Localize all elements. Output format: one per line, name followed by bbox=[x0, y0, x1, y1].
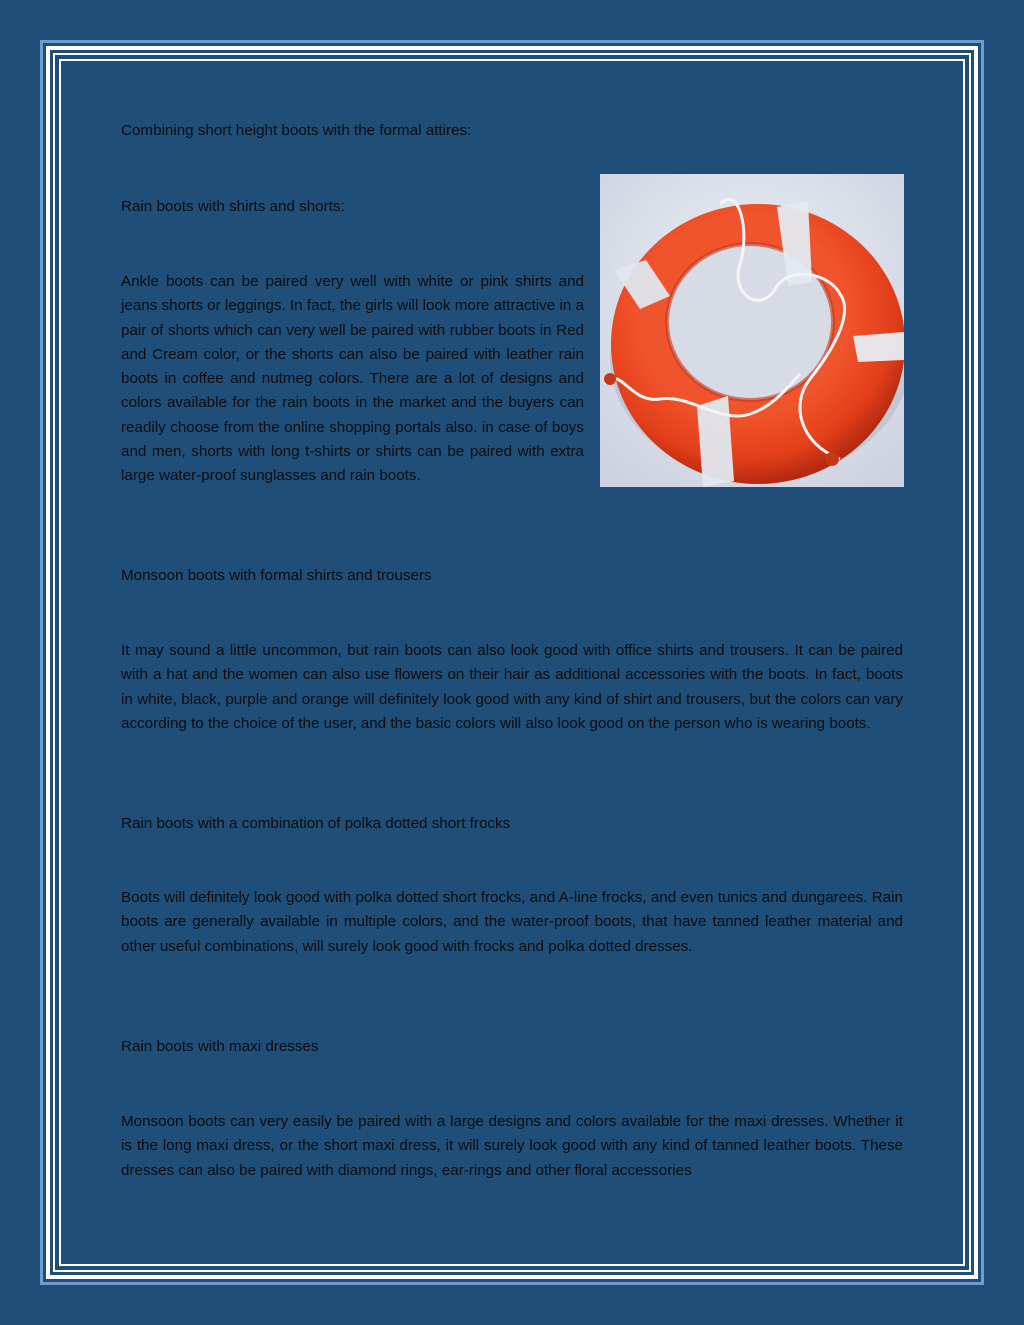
heading-polka-dotted-frocks: Rain boots with a combination of polka dotted short frocks bbox=[121, 815, 511, 832]
paragraph-office-shirts: It may sound a little uncommon, but rain boots can also look good with office shirts and trousers. It can be paired with a hat and the women can also use flowers on their hair as additional accessories with the boots. In fact, boots in white, black, purple and orange will definitely look good with any kind of shirt and trousers, but the colors can vary according to the choice of the user, and the basic colors will also look good on the person who is wearing boots. bbox=[121, 642, 903, 732]
heading-formal-shirts-trousers: Monsoon boots with formal shirts and trousers bbox=[121, 567, 432, 584]
paragraph-polka-dotted-frocks: Boots will definitely look good with polka dotted short frocks, and A-line frocks, and even tunics and dungarees. Rain boots are generally available in multiple colors, and the water-proof boots, that have tanned leather material and other useful combinations, will surely look good with frocks and polka dotted dresses. bbox=[121, 889, 903, 955]
paragraph-ankle-boots: Ankle boots can be paired very well with white or pink shirts and jeans shorts or leggings. In fact, the girls will look more attractive in a pair of shorts which can very well be paired with rubber boots in Red and Cream color, or the shorts can also be paired with leather rain boots in coffee and nutmeg colors. There are a lot of designs and colors available for the rain boots in the market and the buyers can readily choose from the online shopping portals also. in case of boys and men, shorts with long t-shirts or shirts can be paired with extra large water-proof sunglasses and rain boots. bbox=[121, 273, 584, 485]
lifebuoy-icon bbox=[600, 174, 904, 487]
heading-maxi-dresses: Rain boots with maxi dresses bbox=[121, 1038, 319, 1055]
paragraph-maxi-dresses: Monsoon boots can very easily be paired with a large designs and colors available for the maxi dresses. Whether it is the long maxi dress, or the short maxi dress, it will surely look good with any kind of tanned leather boots. These dresses can also be paired with diamond rings, ear-rings and other floral accessories bbox=[121, 1113, 903, 1179]
heading-combining-boots: Combining short height boots with the formal attires: bbox=[121, 122, 472, 139]
lifebuoy-image bbox=[600, 174, 904, 487]
heading-shirts-and-shorts: Rain boots with shirts and shorts: bbox=[121, 198, 345, 215]
